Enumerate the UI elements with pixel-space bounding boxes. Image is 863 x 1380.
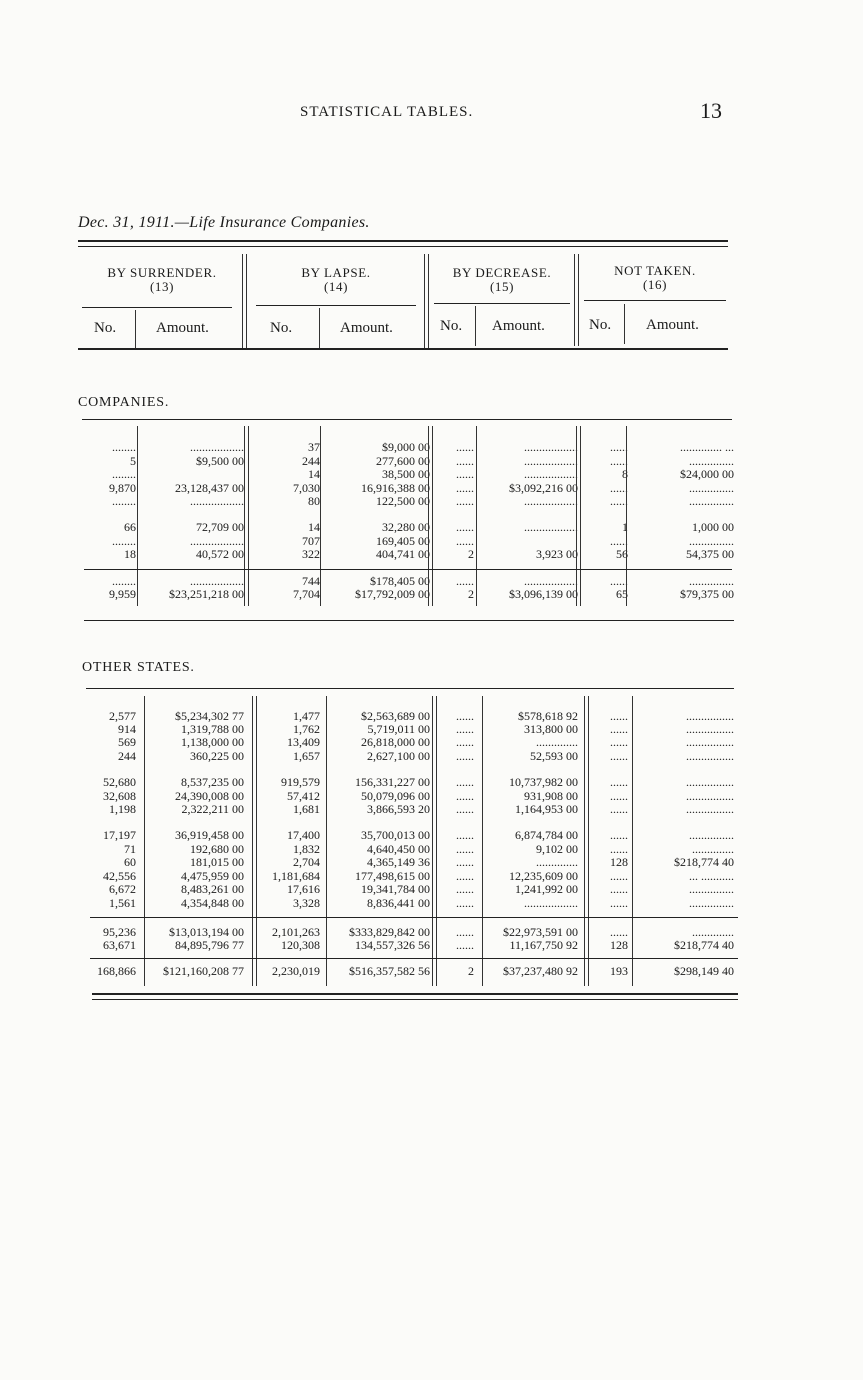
table-cell: $5,234,302 77 — [175, 710, 244, 723]
group-header-not-taken — [582, 264, 728, 292]
table-cell: 3,866,593 20 — [367, 803, 430, 816]
table-cell: 8,537,235 00 — [181, 776, 244, 789]
table-caption: Dec. 31, 1911.—Life Insurance Companies. — [78, 214, 370, 231]
table-cell: $333,829,842 00 — [349, 926, 430, 939]
table-cell: $13,013,194 00 — [169, 926, 244, 939]
table-cell: 24,390,008 00 — [175, 790, 244, 803]
table-cell: 6,672 — [109, 883, 136, 896]
table-cell: 23,128,437 00 — [175, 482, 244, 495]
subheader-no: No. — [440, 318, 463, 334]
table-cell: 404,741 00 — [376, 548, 430, 561]
table-cell: $298,149 40 — [674, 965, 734, 978]
table-cell: 4,365,149 36 — [367, 856, 430, 869]
table-cell: ............... — [689, 575, 734, 588]
table-cell: ...... — [610, 926, 628, 939]
table-cell: 40,572 00 — [196, 548, 244, 561]
section-bottom-rule — [84, 620, 734, 621]
table-cell: 919,579 — [281, 776, 320, 789]
table-cell: ............... — [689, 829, 734, 842]
subheader-no: No. — [589, 317, 612, 333]
table-cell: ...... — [610, 482, 628, 495]
table-cell: 1,319,788 00 — [181, 723, 244, 736]
table-cell: ............... — [689, 897, 734, 910]
table-cell: .................. — [524, 521, 578, 534]
column-divider — [432, 696, 437, 986]
section-rule — [82, 419, 732, 420]
table-cell: $121,160,208 77 — [163, 965, 244, 978]
table-cell: 17,616 — [287, 883, 320, 896]
table-cell: ...... — [610, 803, 628, 816]
column-divider — [244, 426, 249, 606]
table-cell: $218,774 40 — [674, 939, 734, 952]
table-cell: 244 — [302, 455, 320, 468]
group-header-decrease — [432, 266, 572, 294]
table-cell: 6,874,784 00 — [515, 829, 578, 842]
table-cell: $3,096,139 00 — [509, 588, 578, 601]
table-cell: 19,341,784 00 — [361, 883, 430, 896]
group-number: (14) — [323, 279, 349, 294]
table-cell: ...... — [456, 575, 474, 588]
table-cell: $37,237,480 92 — [503, 965, 578, 978]
table-cell: $9,500 00 — [196, 455, 244, 468]
table-bottom-rule — [92, 993, 738, 995]
group-header-lapse — [252, 266, 420, 294]
header-divider — [574, 254, 579, 346]
table-cell: 7,030 — [293, 482, 320, 495]
table-cell: 168,866 — [97, 965, 136, 978]
table-cell: ...... — [610, 750, 628, 763]
column-divider — [632, 696, 633, 986]
table-cell: 4,475,959 00 — [181, 870, 244, 883]
table-cell: ........ — [112, 575, 136, 588]
table-cell: 10,737,982 00 — [509, 776, 578, 789]
table-cell: $178,405 00 — [370, 575, 430, 588]
table-cell: 16,916,388 00 — [361, 482, 430, 495]
table-cell: 1 — [622, 521, 628, 534]
table-cell: 36,919,458 00 — [175, 829, 244, 842]
table-cell: $2,563,689 00 — [361, 710, 430, 723]
table-cell: .................. — [190, 575, 244, 588]
group-number: (15) — [489, 279, 515, 294]
column-divider — [482, 696, 483, 986]
table-cell: 13,409 — [287, 736, 320, 749]
table-cell: ...... — [610, 897, 628, 910]
table-cell: ...... — [456, 883, 474, 896]
table-cell: 4,354,848 00 — [181, 897, 244, 910]
table-cell: 35,700,013 00 — [361, 829, 430, 842]
table-cell: 18 — [124, 548, 136, 561]
table-cell: 17,197 — [103, 829, 136, 842]
header-divider — [475, 306, 476, 346]
table-cell: 2 — [468, 548, 474, 561]
table-cell: ...... — [456, 870, 474, 883]
table-cell: ...... — [456, 843, 474, 856]
column-divider — [326, 696, 327, 986]
table-cell: ...... — [610, 870, 628, 883]
table-cell: 8 — [622, 468, 628, 481]
table-cell: ...... — [610, 723, 628, 736]
table-cell: 128 — [610, 856, 628, 869]
table-cell: 56 — [616, 548, 628, 561]
table-cell: 1,241,992 00 — [515, 883, 578, 896]
table-cell: ...... — [456, 790, 474, 803]
table-cell: 84,895,796 77 — [175, 939, 244, 952]
group-title: NOT TAKEN. — [614, 263, 696, 278]
table-cell: 8,836,441 00 — [367, 897, 430, 910]
table-cell: 569 — [118, 736, 136, 749]
table-cell: ................ — [686, 710, 734, 723]
table-cell: 1,181,684 — [272, 870, 320, 883]
table-cell: 9,870 — [109, 482, 136, 495]
table-cell: $218,774 40 — [674, 856, 734, 869]
table-cell: 11,167,750 92 — [509, 939, 578, 952]
column-divider — [137, 426, 138, 606]
group-title: BY LAPSE. — [301, 265, 371, 280]
table-cell: $24,000 00 — [680, 468, 734, 481]
table-cell: 2 — [468, 965, 474, 978]
column-divider — [576, 426, 581, 606]
table-cell: 914 — [118, 723, 136, 736]
table-cell: .................. — [524, 468, 578, 481]
table-cell: 71 — [124, 843, 136, 856]
table-cell: 32,608 — [103, 790, 136, 803]
table-cell: 2,322,211 00 — [181, 803, 244, 816]
table-cell: .............. — [692, 926, 734, 939]
table-cell: ... ........... — [689, 870, 734, 883]
table-cell: ............... — [689, 455, 734, 468]
table-cell: $79,375 00 — [680, 588, 734, 601]
table-cell: ............... — [689, 535, 734, 548]
table-cell: ...... — [456, 468, 474, 481]
table-cell: 14 — [308, 468, 320, 481]
table-cell: ................ — [686, 790, 734, 803]
table-cell: ...... — [610, 736, 628, 749]
table-cell: ............... — [689, 482, 734, 495]
table-cell: ...... — [456, 926, 474, 939]
table-cell: 80 — [308, 495, 320, 508]
table-cell: 60 — [124, 856, 136, 869]
table-cell: .............. ... — [680, 441, 734, 454]
table-cell: ............... — [689, 495, 734, 508]
table-cell: ...... — [456, 482, 474, 495]
table-cell: ...... — [610, 575, 628, 588]
table-cell: ...... — [610, 790, 628, 803]
table-cell: 1,477 — [293, 710, 320, 723]
table-cell: ...... — [456, 856, 474, 869]
table-cell: ................ — [686, 723, 734, 736]
table-cell: 9,102 00 — [536, 843, 578, 856]
table-cell: 54,375 00 — [686, 548, 734, 561]
column-divider — [320, 426, 321, 606]
table-cell: ...... — [610, 441, 628, 454]
table-cell: ...... — [456, 521, 474, 534]
table-cell: $23,251,218 00 — [169, 588, 244, 601]
table-cell: ...... — [610, 883, 628, 896]
table-cell: ........ — [112, 495, 136, 508]
table-cell: 192,680 00 — [190, 843, 244, 856]
subheader-amount: Amount. — [492, 318, 545, 334]
table-cell: 156,331,227 00 — [355, 776, 430, 789]
group-title: BY SURRENDER. — [107, 265, 217, 280]
group-number: (13) — [149, 279, 175, 294]
subheader-amount: Amount. — [156, 320, 209, 336]
header-top-rule-2 — [78, 246, 728, 247]
table-cell: 50,079,096 00 — [361, 790, 430, 803]
table-cell: 931,908 00 — [524, 790, 578, 803]
table-cell: ...... — [610, 843, 628, 856]
table-cell: .................. — [524, 575, 578, 588]
table-cell: ...... — [610, 829, 628, 842]
table-cell: 52,680 — [103, 776, 136, 789]
table-cell: $22,973,591 00 — [503, 926, 578, 939]
table-cell: ................ — [686, 736, 734, 749]
table-cell: 1,681 — [293, 803, 320, 816]
table-cell: ...... — [456, 736, 474, 749]
column-divider — [584, 696, 589, 986]
table-cell: ................ — [686, 750, 734, 763]
table-cell: 5,719,011 00 — [367, 723, 430, 736]
table-cell: 1,198 — [109, 803, 136, 816]
header-bottom-rule — [78, 348, 728, 350]
column-divider — [252, 696, 257, 986]
column-divider — [428, 426, 433, 606]
table-cell: ...... — [456, 535, 474, 548]
subheader-no: No. — [270, 320, 293, 336]
table-cell: 744 — [302, 575, 320, 588]
table-cell: 26,818,000 00 — [361, 736, 430, 749]
table-cell: 1,138,000 00 — [181, 736, 244, 749]
table-cell: $3,092,216 00 — [509, 482, 578, 495]
table-cell: 1,832 — [293, 843, 320, 856]
table-cell: 38,500 00 — [382, 468, 430, 481]
table-cell: ...... — [456, 803, 474, 816]
table-cell: .................. — [524, 455, 578, 468]
table-cell: ...... — [456, 750, 474, 763]
table-cell: $9,000 00 — [382, 441, 430, 454]
table-cell: 2 — [468, 588, 474, 601]
table-cell: $578,618 92 — [518, 710, 578, 723]
table-cell: .................. — [524, 441, 578, 454]
table-cell: ...... — [610, 776, 628, 789]
table-cell: ................ — [686, 803, 734, 816]
table-cell: 193 — [610, 965, 628, 978]
table-cell: 7,704 — [293, 588, 320, 601]
column-divider — [476, 426, 477, 606]
table-cell: 1,561 — [109, 897, 136, 910]
page-number: 13 — [700, 98, 722, 123]
table-cell: 169,405 00 — [376, 535, 430, 548]
column-divider — [626, 426, 627, 606]
section-title-other-states: OTHER STATES. — [82, 660, 195, 675]
table-cell: 128 — [610, 939, 628, 952]
table-cell: $17,792,009 00 — [355, 588, 430, 601]
subtotal-rule — [84, 569, 732, 570]
table-cell: 1,000 00 — [692, 521, 734, 534]
table-cell: 3,328 — [293, 897, 320, 910]
table-cell: 42,556 — [103, 870, 136, 883]
table-cell: ........ — [112, 468, 136, 481]
table-cell: .................. — [190, 535, 244, 548]
table-cell: .................. — [524, 897, 578, 910]
table-cell: 1,762 — [293, 723, 320, 736]
table-cell: 244 — [118, 750, 136, 763]
table-cell: ...... — [456, 723, 474, 736]
group-header-surrender — [84, 266, 240, 294]
group-number: (16) — [642, 277, 668, 292]
table-cell: .................. — [190, 495, 244, 508]
group-underline — [82, 307, 232, 308]
table-cell: 52,593 00 — [530, 750, 578, 763]
table-cell: .............. — [536, 856, 578, 869]
table-cell: ............... — [689, 883, 734, 896]
group-underline — [584, 300, 726, 301]
table-cell: ................ — [686, 776, 734, 789]
table-cell: 65 — [616, 588, 628, 601]
table-cell: .................. — [190, 441, 244, 454]
subheader-amount: Amount. — [646, 317, 699, 333]
subtotal-rule — [90, 917, 738, 918]
table-cell: 2,577 — [109, 710, 136, 723]
table-cell: ...... — [456, 776, 474, 789]
table-bottom-rule-2 — [92, 999, 738, 1000]
table-cell: 322 — [302, 548, 320, 561]
table-cell: 2,230,019 — [272, 965, 320, 978]
table-cell: ...... — [610, 495, 628, 508]
table-cell: .............. — [692, 843, 734, 856]
table-cell: 2,627,100 00 — [367, 750, 430, 763]
table-cell: .............. — [536, 736, 578, 749]
table-cell: 4,640,450 00 — [367, 843, 430, 856]
table-cell: 95,236 — [103, 926, 136, 939]
table-cell: 17,400 — [287, 829, 320, 842]
table-cell: 57,412 — [287, 790, 320, 803]
table-cell: $516,357,582 56 — [349, 965, 430, 978]
table-cell: ...... — [456, 441, 474, 454]
table-cell: 8,483,261 00 — [181, 883, 244, 896]
table-cell: ...... — [610, 455, 628, 468]
column-divider — [144, 696, 145, 986]
header-divider — [135, 310, 136, 350]
table-cell: 134,557,326 56 — [355, 939, 430, 952]
table-cell: 12,235,609 00 — [509, 870, 578, 883]
table-cell: ........ — [112, 441, 136, 454]
table-cell: 2,101,263 — [272, 926, 320, 939]
table-cell: 360,225 00 — [190, 750, 244, 763]
table-cell: ...... — [456, 710, 474, 723]
running-title: STATISTICAL TABLES. — [300, 104, 474, 120]
table-cell: 707 — [302, 535, 320, 548]
table-cell: ...... — [456, 455, 474, 468]
table-cell: 66 — [124, 521, 136, 534]
table-cell: 32,280 00 — [382, 521, 430, 534]
table-cell: ...... — [610, 535, 628, 548]
group-title: BY DECREASE. — [452, 265, 552, 280]
table-cell: 72,709 00 — [196, 521, 244, 534]
group-underline — [434, 303, 570, 304]
table-cell: ...... — [456, 495, 474, 508]
header-divider — [624, 304, 625, 344]
subtotal-rule — [90, 958, 738, 959]
section-title-companies: COMPANIES. — [78, 395, 170, 410]
table-cell: 2,704 — [293, 856, 320, 869]
table-cell: 181,015 00 — [190, 856, 244, 869]
table-cell: 63,671 — [103, 939, 136, 952]
table-cell: 122,500 00 — [376, 495, 430, 508]
table-cell: 1,657 — [293, 750, 320, 763]
header-divider — [242, 254, 247, 350]
table-cell: .................. — [524, 495, 578, 508]
table-cell: 14 — [308, 521, 320, 534]
group-underline — [256, 305, 416, 306]
table-cell: ...... — [610, 710, 628, 723]
table-cell: 37 — [308, 441, 320, 454]
subheader-no: No. — [94, 320, 117, 336]
table-cell: 177,498,615 00 — [355, 870, 430, 883]
header-divider — [424, 254, 429, 348]
table-cell: 313,800 00 — [524, 723, 578, 736]
table-cell: ...... — [456, 829, 474, 842]
table-cell: 120,308 — [281, 939, 320, 952]
table-cell: ........ — [112, 535, 136, 548]
table-cell: 277,600 00 — [376, 455, 430, 468]
table-cell: 3,923 00 — [536, 548, 578, 561]
header-top-rule — [78, 240, 728, 242]
table-cell: ...... — [456, 897, 474, 910]
section-rule — [86, 688, 734, 689]
table-cell: 9,959 — [109, 588, 136, 601]
subheader-amount: Amount. — [340, 320, 393, 336]
header-divider — [319, 308, 320, 348]
table-cell: 1,164,953 00 — [515, 803, 578, 816]
table-cell: 5 — [130, 455, 136, 468]
table-cell: ...... — [456, 939, 474, 952]
